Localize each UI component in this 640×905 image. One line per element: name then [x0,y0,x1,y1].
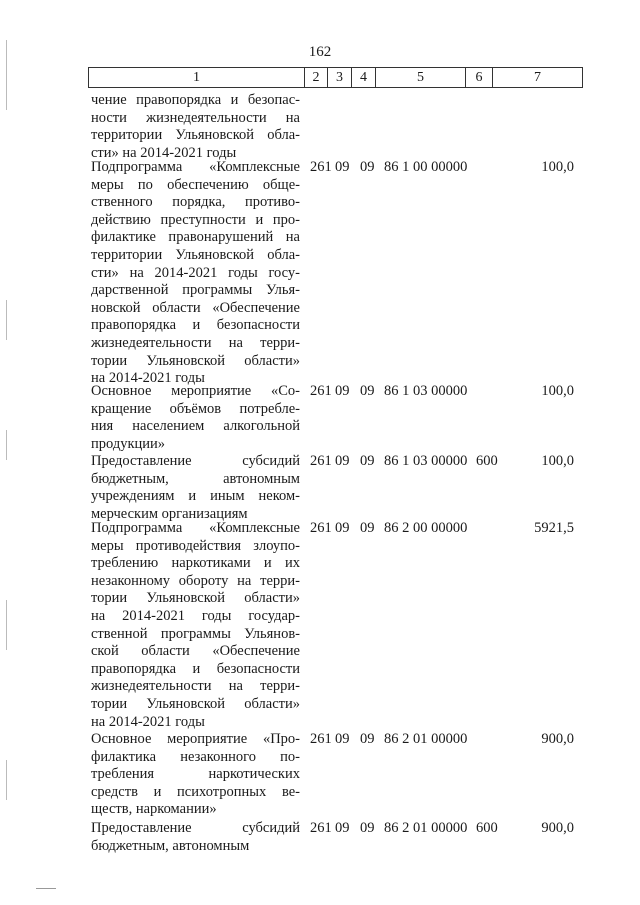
description-line: Подпрограмма «Комплексные [91,159,300,175]
page-number: 162 [308,44,332,60]
description-line: сти» на 2014-2021 годы [91,144,237,161]
header-col-7: 7 [534,70,541,85]
description-line: продукции» [91,435,166,452]
description-line: чение правопорядка и безопас- [91,92,300,108]
description-line: учреждениям и иным неком- [91,488,300,505]
description-line: Подпрограмма «Комплексные [91,520,300,536]
description-line: кращение объёмов потребле- [91,400,300,417]
margin-mark [6,760,7,800]
row-description [91,520,300,731]
description-line: незаконному обороту на терри- [91,572,300,589]
description-line: тории Ульяновской области» [91,590,300,607]
footer-mark [36,888,56,889]
subsection-code: 09 [360,820,375,836]
target-article-code: 86 1 03 00000 [384,383,468,399]
expense-type-code: 600 [476,453,498,469]
header-col-1: 1 [89,68,305,87]
target-article-code: 86 2 01 00000 [384,820,468,836]
description-line: ской области «Обеспечение [91,643,300,660]
description-line: правопорядка и безопасности [91,660,300,677]
description-line: Основное мероприятие «Со- [91,383,300,399]
target-article-code: 86 1 00 00000 [384,159,468,175]
admin-code: 261 [310,453,332,469]
target-article-code: 86 2 00 00000 [384,520,468,536]
subsection-code: 09 [360,159,375,175]
section-code: 09 [335,453,350,469]
description-line: ственной программы Ульянов- [91,625,300,642]
description-line: ственного порядка, противо- [91,194,300,211]
description-line: на 2014-2021 годы [91,713,205,730]
description-line: бюджетным, автономным [91,837,250,854]
target-article-code: 86 2 01 00000 [384,731,468,747]
admin-code: 261 [310,383,332,399]
margin-mark [6,600,7,650]
admin-code: 261 [310,731,332,747]
margin-mark [6,300,7,340]
amount: 900,0 [541,731,574,747]
description-line: действию преступности и про- [91,211,300,228]
description-line: требления наркотических [91,766,300,783]
section-code: 09 [335,520,350,536]
subsection-code: 09 [360,453,375,469]
admin-code: 261 [310,159,332,175]
subsection-code: 09 [360,731,375,747]
section-code: 09 [335,383,350,399]
section-code: 09 [335,731,350,747]
description-line: филактике правонарушений на [91,229,300,246]
section-code: 09 [335,820,350,836]
row-description [91,383,300,453]
description-line: новской области «Обеспечение [91,299,300,316]
table-header [88,67,583,88]
description-line: территории Ульяновской обла- [91,127,300,144]
target-article-code: 86 1 03 00000 [384,453,468,469]
description-line: территории Ульяновской обла- [91,246,300,263]
description-line: ществ, наркомании» [91,801,217,818]
description-line: средств и психотропных ве- [91,783,300,800]
subsection-code: 09 [360,520,375,536]
description-line: филактика незаконного по- [91,748,300,765]
margin-mark [6,40,7,110]
description-line: на 2014-2021 годы государ- [91,607,300,624]
row-description [91,92,300,162]
admin-code: 261 [310,520,332,536]
subsection-code: 09 [360,383,375,399]
description-line: тории Ульяновской области» [91,352,300,369]
header-col-4: 4 [352,68,376,87]
header-col-5: 5 [376,68,466,87]
description-line: мерческим организациям [91,505,248,522]
description-line: Основное мероприятие «Про- [91,731,300,747]
header-col-6: 6 [466,68,493,87]
description-line: жизнедеятельности на терри- [91,678,300,695]
admin-code: 261 [310,820,332,836]
description-line: меры по обеспечению обще- [91,176,300,193]
amount: 100,0 [541,383,574,399]
header-col-3: 3 [328,68,352,87]
expense-type-code: 600 [476,820,498,836]
amount: 5921,5 [534,520,574,536]
description-line: меры противодействия злоупо- [91,537,300,554]
description-line: ности жизнедеятельности на [91,109,300,126]
margin-mark [6,430,7,460]
description-line: ния населением алкогольной [91,418,300,435]
description-line: Предоставление субсидий [91,820,300,836]
row-description [91,820,300,855]
description-line: тории Ульяновской области» [91,695,300,712]
description-line: сти» на 2014-2021 годы госу- [91,264,300,281]
amount: 100,0 [541,453,574,469]
row-description [91,731,300,819]
amount: 100,0 [541,159,574,175]
section-code: 09 [335,159,350,175]
description-line: жизнедеятельности на терри- [91,334,300,351]
amount: 900,0 [541,820,574,836]
row-description [91,159,300,388]
row-description [91,453,300,523]
description-line: дарственной программы Улья- [91,282,300,299]
description-line: правопорядка и безопасности [91,317,300,334]
header-col-2: 2 [305,68,328,87]
description-line: на 2014-2021 годы [91,370,205,387]
description-line: Предоставление субсидий [91,453,300,469]
description-line: бюджетным, автономным [91,470,300,487]
description-line: треблению наркотиками и их [91,555,300,572]
